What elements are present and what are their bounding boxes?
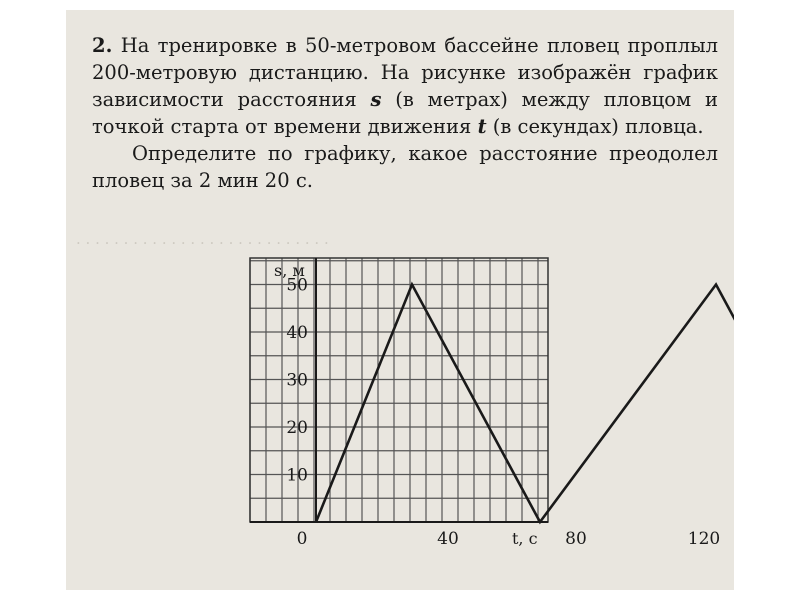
x-tick-label: 0 [296,529,308,549]
problem-text-part2: (в метрах) между пловцом и точкой старта от времени движения [92,88,718,138]
variable-s: s [370,88,382,111]
x-axis-label: t, с [512,529,538,548]
y-tick-label: 40 [286,323,308,343]
x-tick-label: 40 [437,529,459,549]
problem-text-part1: На тренировке в 50-метровом бассейне пловец проплыл 200-метровую дистанцию. На рисунке изображён график зависимости расстояния [92,34,718,111]
chart-tick-labels [286,276,734,550]
bleed-through-text: · · · · · · · · · · · · · · · · · · · · · · · · · · · [76,234,329,252]
y-tick-label: 10 [286,465,308,486]
distance-time-chart [66,10,734,590]
x-tick-label: 80 [565,529,587,549]
x-tick-label: 120 [687,529,721,549]
y-tick-label: 50 [286,275,308,296]
y-tick-label: 30 [286,370,308,391]
y-axis-label: s, м [274,261,305,280]
y-tick-label: 20 [286,418,308,438]
problem-text-part3: (в секундах) пловца. [486,115,704,138]
textbook-page [66,10,734,590]
problem-question: Определите по графику, какое расстояние преодолел пловец за 2 мин 20 с. [92,142,718,192]
problem-number: 2. [92,34,113,57]
variable-t: t [477,115,487,138]
